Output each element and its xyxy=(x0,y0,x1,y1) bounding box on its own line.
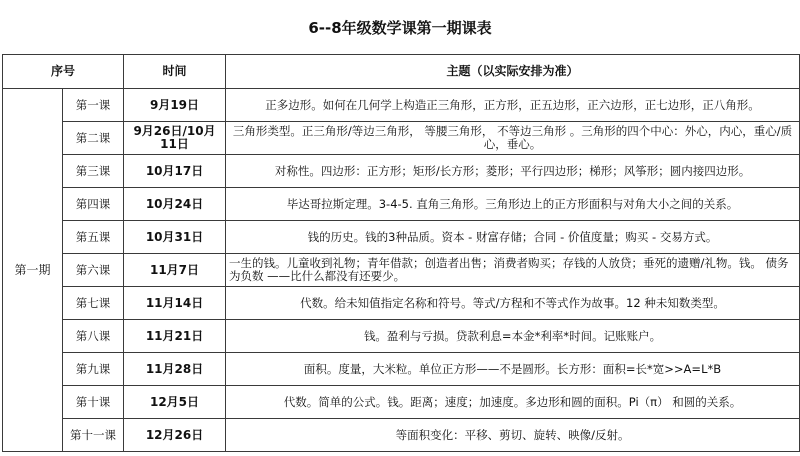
lesson-date: 12月26日 xyxy=(124,419,226,452)
lesson-topic: 正多边形。如何在几何学上构造正三角形，正方形，正五边形，正六边形，正七边形，正八角形。 xyxy=(226,89,800,122)
lesson-date: 12月5日 xyxy=(124,386,226,419)
lesson-topic: 代数。给未知值指定名称和符号。等式/方程和不等式作为故事。12 种未知数类型。 xyxy=(226,287,800,320)
table-row xyxy=(3,386,800,419)
lesson-date: 11月7日 xyxy=(124,254,226,287)
lesson-date: 10月24日 xyxy=(124,188,226,221)
lesson-number: 第二课 xyxy=(63,122,124,155)
lesson-date: 11月14日 xyxy=(124,287,226,320)
page-title: 6--8年级数学课第一期课表 xyxy=(308,18,492,37)
table-row xyxy=(3,287,800,320)
header-index: 序号 xyxy=(3,55,124,89)
lesson-topic: 钱。盈利与亏损。贷款利息=本金*利率*时间。记账账户。 xyxy=(226,320,800,353)
lesson-topic: 三角形类型。正三角形/等边三角形， 等腰三角形， 不等边三角形 。三角形的四个中心：外心，内心，重心/质心，垂心。 xyxy=(226,122,800,155)
table-row xyxy=(3,320,800,353)
lesson-number: 第四课 xyxy=(63,188,124,221)
lesson-number: 第六课 xyxy=(63,254,124,287)
lesson-number: 第一课 xyxy=(63,89,124,122)
lesson-topic: 一生的钱。儿童收到礼物；青年借款；创造者出售；消费者购买；存钱的人放贷；垂死的遗赠/礼物。钱。 债务为负数 ——比什么都没有还要少。 xyxy=(226,254,800,287)
table-row xyxy=(3,188,800,221)
table-row xyxy=(3,353,800,386)
lesson-topic: 面积。度量，大米粒。单位正方形——不是圆形。长方形：面积=长*宽>>A=L*B xyxy=(226,353,800,386)
table-row xyxy=(3,122,800,155)
table-row xyxy=(3,419,800,452)
table-row xyxy=(3,221,800,254)
lesson-number: 第十课 xyxy=(63,386,124,419)
lesson-number: 第三课 xyxy=(63,155,124,188)
lesson-topic: 钱的历史。钱的3种品质。资本 - 财富存储；合同 - 价值度量；购买 - 交易方式。 xyxy=(226,221,800,254)
header-row xyxy=(3,55,800,89)
lesson-date: 11月21日 xyxy=(124,320,226,353)
lesson-number: 第八课 xyxy=(63,320,124,353)
lesson-date: 9月26日/10月11日 xyxy=(124,122,226,155)
term-label: 第一期 xyxy=(3,89,63,452)
table-row xyxy=(3,89,800,122)
lesson-topic: 对称性。四边形：正方形；矩形/长方形；菱形；平行四边形；梯形；风筝形；圆内接四边形。 xyxy=(226,155,800,188)
lesson-date: 11月28日 xyxy=(124,353,226,386)
lesson-number: 第十一课 xyxy=(63,419,124,452)
lesson-number: 第九课 xyxy=(63,353,124,386)
table-row xyxy=(3,155,800,188)
lesson-number: 第五课 xyxy=(63,221,124,254)
table-row xyxy=(3,254,800,287)
header-topic: 主题（以实际安排为准） xyxy=(226,55,800,89)
schedule-table xyxy=(2,54,800,452)
lesson-topic: 代数。简单的公式。钱。距离；速度；加速度。多边形和圆的面积。Pi（π） 和圆的关系。 xyxy=(226,386,800,419)
lesson-topic: 等面积变化：平移、剪切、旋转、映像/反射。 xyxy=(226,419,800,452)
lesson-date: 10月31日 xyxy=(124,221,226,254)
header-time: 时间 xyxy=(124,55,226,89)
lesson-date: 9月19日 xyxy=(124,89,226,122)
lesson-number: 第七课 xyxy=(63,287,124,320)
lesson-topic: 毕达哥拉斯定理。3-4-5. 直角三角形。三角形边上的正方形面积与对角大小之间的关系。 xyxy=(226,188,800,221)
lesson-date: 10月17日 xyxy=(124,155,226,188)
